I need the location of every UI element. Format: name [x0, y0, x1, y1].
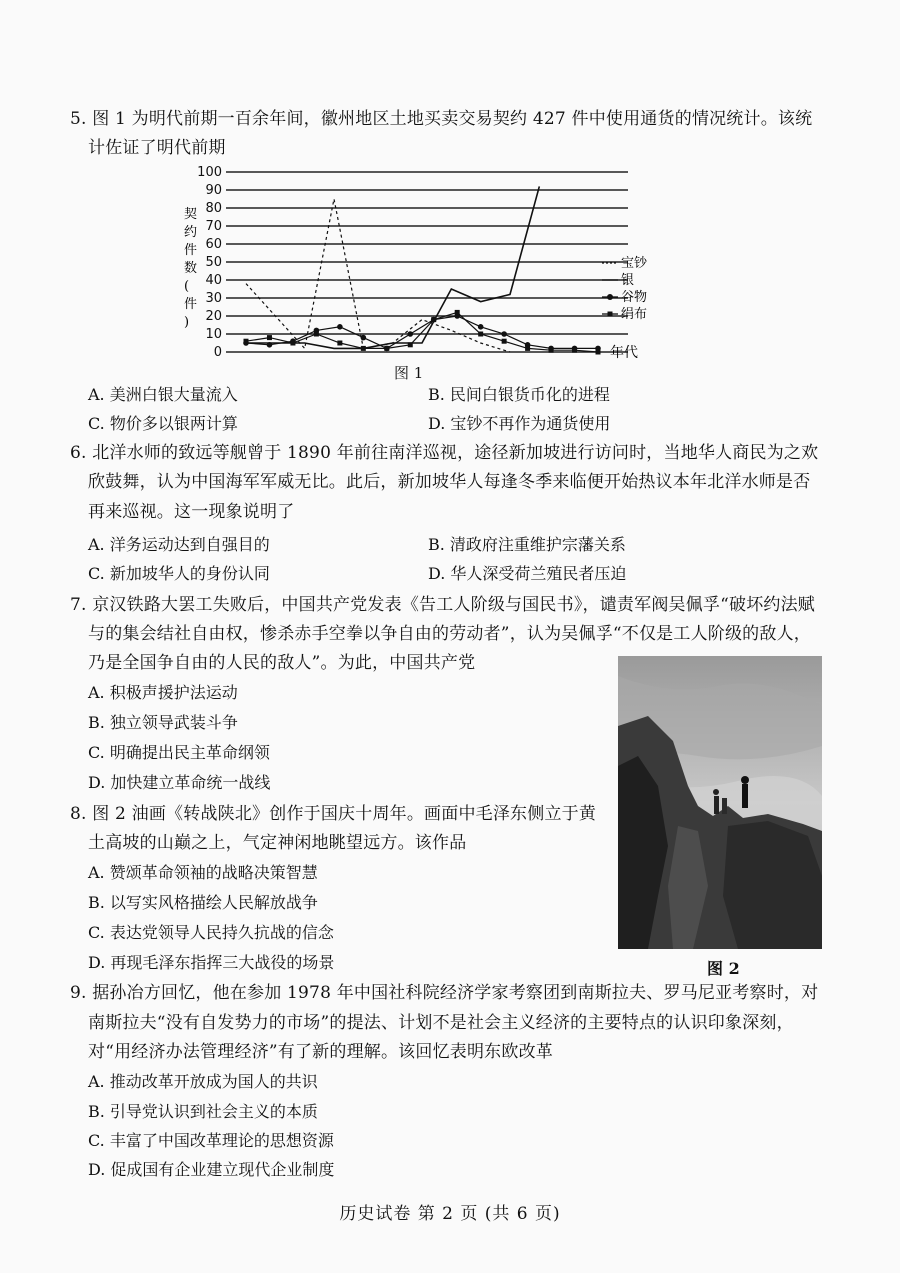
y-axis-label-char: 约: [184, 225, 198, 240]
y-axis-label-char: (: [184, 279, 190, 294]
data-point-谷物: [478, 324, 484, 330]
legend-marker: [607, 294, 613, 300]
data-point-绢布: [502, 339, 507, 344]
series-line-银: [246, 186, 539, 348]
legend-label: 谷物: [621, 290, 648, 305]
data-point-绢布: [337, 341, 342, 346]
data-point-绢布: [384, 346, 389, 351]
legend-label: 绢布: [621, 307, 648, 322]
q5-option-a[interactable]: A. 美洲白银大量流入: [88, 385, 238, 404]
y-tick-label: 50: [205, 255, 222, 270]
q9-option-b[interactable]: B. 引导党认识到社会主义的本质: [88, 1102, 318, 1121]
q9-option-d[interactable]: D. 促成国有企业建立现代企业制度: [88, 1160, 335, 1179]
y-tick-label: 20: [205, 309, 222, 324]
data-point-绢布: [431, 317, 436, 322]
q8-stem-line-2: 土高坡的山巅之上，气定神闲地眺望远方。该作品: [88, 833, 467, 853]
q5-option-d[interactable]: D. 宝钞不再作为通货使用: [428, 414, 611, 433]
q8-option-a[interactable]: A. 赞颂革命领袖的战略决策智慧: [88, 863, 318, 882]
data-point-绢布: [314, 332, 319, 337]
data-point-绢布: [244, 339, 249, 344]
data-point-谷物: [361, 335, 367, 341]
q6-option-c[interactable]: C. 新加坡华人的身份认同: [88, 564, 270, 583]
q6-option-b[interactable]: B. 清政府注重维护宗藩关系: [428, 535, 626, 554]
y-tick-label: 80: [205, 201, 222, 216]
data-point-绢布: [525, 346, 530, 351]
figure-1-line-chart: [170, 160, 648, 365]
q5-option-b[interactable]: B. 民间白银货币化的进程: [428, 385, 610, 404]
q9-option-a[interactable]: A. 推动改革开放成为国人的共识: [88, 1072, 318, 1091]
data-point-绢布: [572, 348, 577, 353]
q7-stem-line-1: 7. 京汉铁路大罢工失败后，中国共产党发表《告工人阶级与国民书》，谴责军阀吴佩孚“破坏约法赋: [70, 595, 816, 615]
q6-option-d[interactable]: D. 华人深受荷兰殖民者压迫: [428, 564, 627, 583]
y-tick-label: 30: [205, 291, 222, 306]
y-axis-label-char: 数: [184, 261, 198, 276]
data-point-谷物: [337, 324, 343, 330]
q9-stem-line-2: 南斯拉夫“没有自发势力的市场”的提法、计划不是社会主义经济的主要特点的认识印象深刻，: [88, 1013, 794, 1033]
q6-stem-line-1: 6. 北洋水师的致远等舰曾于 1890 年前往南洋巡视，途径新加坡进行访问时，当地华人商民为之欢: [70, 443, 819, 463]
data-point-绢布: [267, 335, 272, 340]
data-point-绢布: [549, 348, 554, 353]
data-point-绢布: [596, 350, 601, 355]
q6-stem-line-2: 欣鼓舞，认为中国海军军威无比。此后，新加坡华人每逢冬季来临便开始热议本年北洋水师是否: [88, 472, 811, 492]
page-footer: 历史试卷 第 2 页 (共 6 页): [339, 1204, 561, 1224]
y-tick-label: 10: [205, 327, 222, 342]
q7-option-b[interactable]: B. 独立领导武装斗争: [88, 713, 238, 732]
data-point-谷物: [407, 331, 413, 337]
data-point-绢布: [361, 346, 366, 351]
y-axis-label-char: ): [184, 315, 190, 330]
q7-stem-line-3: 乃是全国争自由的人民的敌人”。为此，中国共产党: [88, 653, 476, 673]
y-tick-label: 70: [205, 219, 222, 234]
q8-option-b[interactable]: B. 以写实风格描绘人民解放战争: [88, 893, 318, 912]
data-point-绢布: [455, 310, 460, 315]
q6-stem-line-3: 再来巡视。这一现象说明了: [88, 502, 295, 522]
figure-2-painting: [618, 656, 822, 949]
y-tick-label: 0: [213, 345, 222, 360]
data-point-绢布: [408, 342, 413, 347]
y-tick-label: 90: [205, 183, 222, 198]
q8-option-d[interactable]: D. 再现毛泽东指挥三大战役的场景: [88, 953, 335, 972]
q5-option-c[interactable]: C. 物价多以银两计算: [88, 414, 238, 433]
y-axis-label-char: 件: [184, 243, 198, 258]
q5-stem-line-1: 5. 图 1 为明代前期一百余年间，徽州地区土地买卖交易契约 427 件中使用通货的情况统计。该统: [70, 109, 813, 129]
data-point-谷物: [501, 331, 507, 337]
figure-2-caption: 图 2: [707, 959, 740, 978]
q7-stem-line-2: 与的集会结社自由权，惨杀赤手空拳以争自由的劳动者”，认为吴佩孚“不仅是工人阶级的敌人，: [88, 624, 811, 644]
legend-label: 宝钞: [621, 256, 648, 271]
x-axis-label: 年代: [610, 345, 638, 361]
q6-option-a[interactable]: A. 洋务运动达到自强目的: [88, 535, 270, 554]
y-tick-label: 100: [197, 165, 222, 180]
q9-stem-line-3: 对“用经济办法管理经济”有了新的理解。该回忆表明东欧改革: [88, 1042, 553, 1062]
q7-option-d[interactable]: D. 加快建立革命统一战线: [88, 773, 271, 792]
figure-1-caption: 图 1: [394, 364, 424, 382]
y-axis-label-char: 件: [184, 297, 198, 312]
series-line-绢布: [246, 312, 598, 352]
data-point-谷物: [267, 342, 273, 348]
y-axis-label-char: 契: [184, 207, 198, 222]
q7-option-c[interactable]: C. 明确提出民主革命纲领: [88, 743, 270, 762]
q8-stem-line-1: 8. 图 2 油画《转战陕北》创作于国庆十周年。画面中毛泽东侧立于黄: [70, 804, 597, 824]
legend-marker: [608, 312, 613, 317]
q9-option-c[interactable]: C. 丰富了中国改革理论的思想资源: [88, 1131, 334, 1150]
y-axis-label: [184, 206, 197, 330]
y-tick-label: 60: [205, 237, 222, 252]
q5-stem-line-2: 计佐证了明代前期: [88, 138, 226, 158]
legend-label: 银: [621, 273, 635, 288]
q8-option-c[interactable]: C. 表达党领导人民持久抗战的信念: [88, 923, 334, 942]
y-tick-label: 40: [205, 273, 222, 288]
data-point-绢布: [290, 341, 295, 346]
q7-option-a[interactable]: A. 积极声援护法运动: [88, 683, 238, 702]
series-line-宝钞: [246, 199, 510, 352]
q9-stem-line-1: 9. 据孙冶方回忆，他在参加 1978 年中国社科院经济学家考察团到南斯拉夫、罗马尼亚考察时，对: [70, 983, 819, 1003]
data-point-绢布: [478, 332, 483, 337]
